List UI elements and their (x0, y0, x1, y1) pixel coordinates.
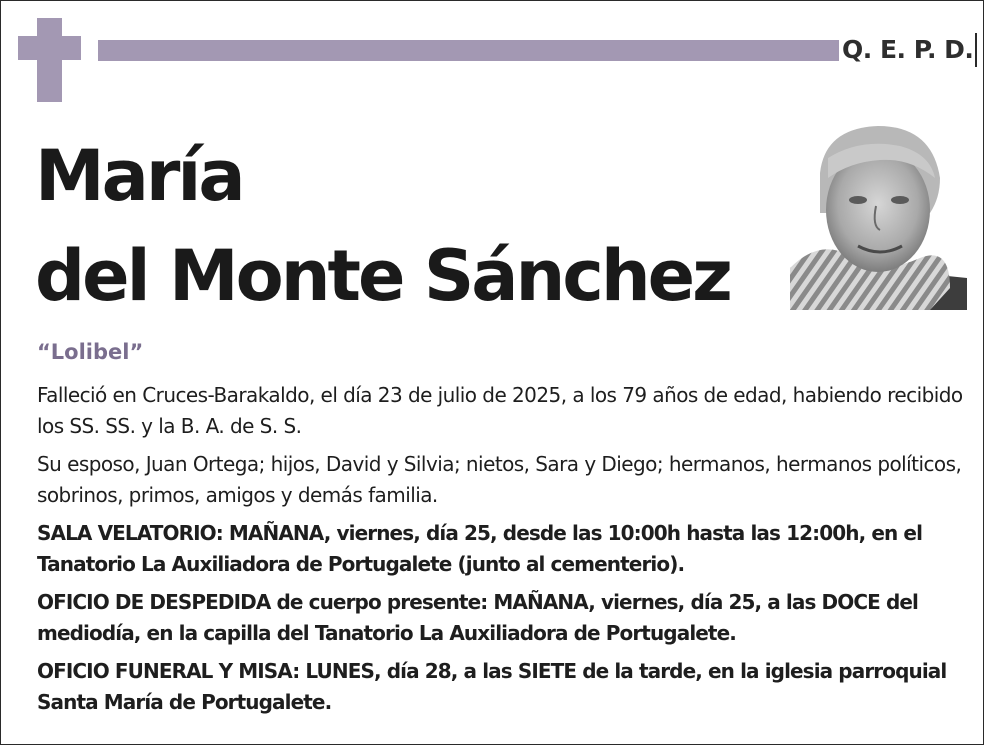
funeral-paragraph: OFICIO FUNERAL Y MISA: LUNES, día 28, a las SIETE de la tarde, en la iglesia parroquial Santa María de Portugalete. (37, 659, 947, 714)
deceased-name (35, 126, 730, 326)
header-divider-bar (98, 40, 839, 61)
nickname: “Lolibel” (37, 340, 144, 364)
family-paragraph: Su esposo, Juan Ortega; hijos, David y Silvia; nietos, Sara y Diego; hermanos, hermanos políticos, sobrinos, primos, amigos y demás familia. (37, 452, 962, 507)
name-line-1: María (35, 135, 243, 217)
cross-horizontal-bar (18, 36, 81, 60)
cross-vertical-bar (37, 18, 62, 102)
portrait-photo (790, 118, 967, 310)
qepd-label: Q. E. P. D. (842, 33, 977, 67)
farewell-paragraph: OFICIO DE DESPEDIDA de cuerpo presente: MAÑANA, viernes, día 25, a las DOCE del mediodía, en la capilla del Tanatorio La Auxiliadora de Portugalete. (37, 590, 918, 645)
name-line-2: del Monte Sánchez (35, 235, 730, 317)
death-notice-paragraph: Falleció en Cruces-Barakaldo, el día 23 de julio de 2025, a los 79 años de edad, habiendo recibido los SS. SS. y la B. A. de S. S. (37, 383, 963, 438)
wake-paragraph: SALA VELATORIO: MAÑANA, viernes, día 25, desde las 10:00h hasta las 12:00h, en el Tanatorio La Auxiliadora de Portugalete (junto al cementerio). (37, 521, 923, 576)
obituary-body (37, 380, 977, 725)
